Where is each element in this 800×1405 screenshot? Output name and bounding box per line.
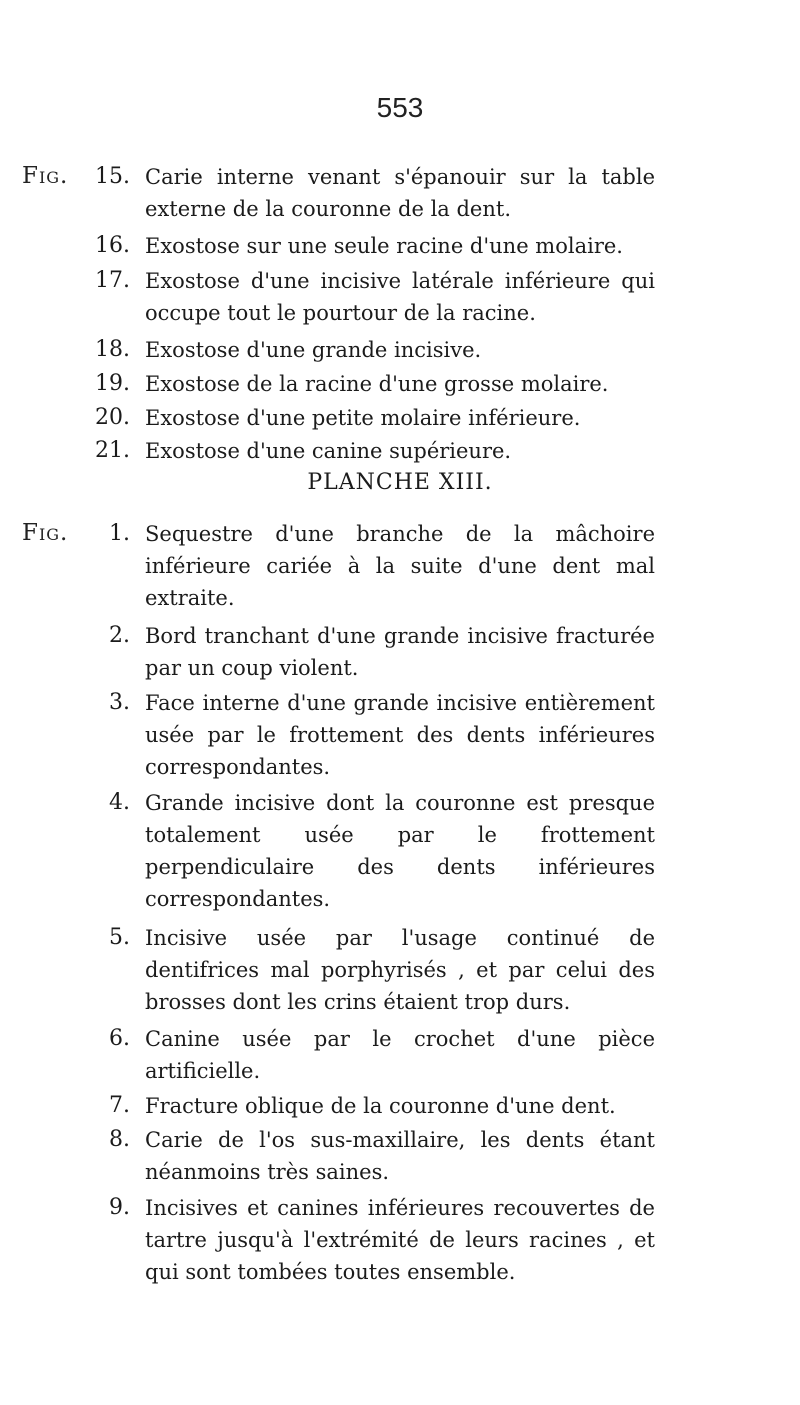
entry-number: 19. <box>95 371 130 396</box>
entry-number: 4. <box>109 790 130 815</box>
fig-label: Fig. <box>22 520 69 546</box>
entry-text: Exostose sur une seule racine d'une molaire. <box>145 234 623 258</box>
entry-number: 8. <box>109 1127 130 1152</box>
entry-number: 2. <box>109 623 130 648</box>
entry-text: Exostose d'une canine supérieure. <box>145 439 512 463</box>
entry-number: 7. <box>109 1093 130 1118</box>
entry-number: 1. <box>109 521 130 546</box>
entry-text: Carie de l'os sus-maxillaire, les dents étant néanmoins très saines. <box>145 1128 655 1184</box>
entry-text: Exostose d'une incisive latérale inférieure qui occupe tout le pourtour de la racine. <box>145 269 655 325</box>
entry-number: 16. <box>95 233 130 258</box>
entry-text: Grande incisive dont la couronne est presque totalement usée par le frottement perpendiculaire des dents inférieures correspondantes. <box>145 791 655 911</box>
entry-number: 21. <box>95 438 130 463</box>
entry-text: Bord tranchant d'une grande incisive fracturée par un coup violent. <box>145 624 655 680</box>
section-title: PLANCHE XIII. <box>307 470 493 495</box>
entry-number: 15. <box>95 164 130 189</box>
entry-number: 9. <box>109 1195 130 1220</box>
entry-number: 18. <box>95 337 130 362</box>
fig-label: Fig. <box>22 163 69 189</box>
entry-text: Face interne d'une grande incisive entièrement usée par le frottement des dents inférieures correspondantes. <box>145 691 655 779</box>
page-number: 553 <box>376 92 424 123</box>
entry-text: Exostose de la racine d'une grosse molaire. <box>145 372 609 396</box>
entry-number: 3. <box>109 690 130 715</box>
entry-text: Exostose d'une petite molaire inférieure. <box>145 406 581 430</box>
entry-text: Incisive usée par l'usage continué de dentifrices mal porphyrisés , et par celui des brosses dont les crins étaient trop durs. <box>145 926 655 1014</box>
entry-number: 5. <box>109 925 130 950</box>
entry-number: 17. <box>95 268 130 293</box>
entry-number: 6. <box>109 1026 130 1051</box>
entry-text: Exostose d'une grande incisive. <box>145 338 482 362</box>
entry-text: Fracture oblique de la couronne d'une dent. <box>145 1094 616 1118</box>
entry-number: 20. <box>95 405 130 430</box>
entry-text: Carie interne venant s'épanouir sur la table externe de la couronne de la dent. <box>145 165 655 221</box>
entry-text: Canine usée par le crochet d'une pièce artificielle. <box>145 1027 655 1083</box>
entry-text: Sequestre d'une branche de la mâchoire inférieure cariée à la suite d'une dent mal extraite. <box>145 522 655 610</box>
entry-text: Incisives et canines inférieures recouvertes de tartre jusqu'à l'extrémité de leurs racines , et qui sont tombées toutes ensemble. <box>145 1196 655 1284</box>
